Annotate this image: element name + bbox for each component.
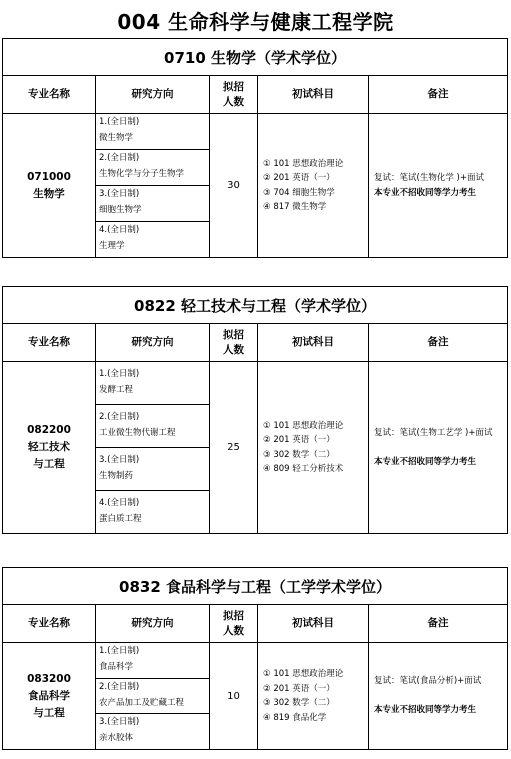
section-biology-table — [2, 38, 508, 258]
plan-count: 25 — [210, 362, 258, 534]
major-name-line: 食品科学 — [28, 689, 70, 702]
section-light-industry-table — [2, 286, 508, 534]
major-cell — [3, 643, 96, 750]
direction-item — [96, 186, 209, 222]
header-major: 专业名称 — [3, 324, 96, 362]
direction-cell — [96, 643, 210, 750]
direction-name: 发酵工程 — [99, 385, 134, 395]
major-cell — [3, 362, 96, 534]
direction-mode: 2.(全日制) — [99, 412, 140, 422]
note-equiv: 本专业不招收同等学力考生 — [374, 456, 477, 467]
exam-cell — [258, 643, 369, 750]
exam-item: ② 201 英语（一） — [263, 683, 335, 694]
header-direction: 研究方向 — [96, 324, 210, 362]
direction-item — [96, 405, 209, 448]
direction-name: 农产品加工及贮藏工程 — [99, 698, 185, 708]
direction-name: 亲水胶体 — [99, 733, 134, 743]
note-cell — [369, 114, 508, 258]
direction-cell — [96, 362, 210, 534]
header-plan-count — [210, 605, 258, 643]
major-name-line: 与工程 — [33, 458, 65, 470]
header-exam: 初试科目 — [258, 324, 369, 362]
direction-mode: 2.(全日制) — [99, 682, 140, 692]
header-direction: 研究方向 — [96, 76, 210, 114]
exam-item: ③ 302 数学（二） — [263, 698, 335, 708]
major-name-line: 轻工技术 — [28, 441, 70, 453]
direction-mode: 1.(全日制) — [99, 646, 140, 656]
direction-item — [96, 679, 209, 714]
major-name-line: 生物学 — [33, 187, 65, 200]
major-code: 071000 — [27, 170, 71, 183]
header-major: 专业名称 — [3, 605, 96, 643]
section-title: 0710 生物学（学术学位） — [3, 39, 508, 76]
direction-mode: 2.(全日制) — [99, 153, 140, 163]
header-major: 专业名称 — [3, 76, 96, 114]
direction-item — [96, 150, 209, 186]
major-cell — [3, 114, 96, 258]
direction-name: 生物制药 — [99, 471, 134, 481]
direction-item — [96, 448, 209, 491]
direction-mode: 4.(全日制) — [99, 498, 140, 508]
note-cell — [369, 362, 508, 534]
header-plan-line2: 人数 — [223, 343, 244, 356]
direction-name: 工业微生物代谢工程 — [99, 428, 176, 438]
direction-name: 生物化学与分子生物学 — [99, 169, 185, 179]
direction-name: 蛋白质工程 — [99, 514, 142, 524]
note-cell — [369, 643, 508, 750]
exam-cell — [258, 362, 369, 534]
direction-item — [96, 222, 209, 257]
direction-mode: 1.(全日制) — [99, 369, 140, 379]
note-equiv: 本专业不招收同等学力考生 — [374, 187, 477, 198]
exam-item: ④ 817 微生物学 — [263, 202, 327, 212]
note-retest: 复试：笔试(生物化学 )+面试 — [374, 172, 484, 183]
exam-item: ④ 809 轻工分析技术 — [263, 464, 344, 474]
direction-item — [96, 362, 209, 405]
direction-mode: 3.(全日制) — [99, 455, 140, 465]
plan-count: 30 — [210, 114, 258, 258]
major-name-line: 与工程 — [33, 706, 65, 719]
header-direction: 研究方向 — [96, 605, 210, 643]
header-note: 备注 — [369, 605, 508, 643]
header-exam: 初试科目 — [258, 605, 369, 643]
header-plan-count — [210, 324, 258, 362]
header-note: 备注 — [369, 324, 508, 362]
direction-name: 生理学 — [99, 241, 125, 251]
note-retest: 复试：笔试(食品分析)+面试 — [374, 676, 482, 686]
direction-mode: 3.(全日制) — [99, 189, 140, 199]
header-plan-line2: 人数 — [223, 624, 244, 637]
exam-item: ④ 819 食品化学 — [263, 712, 327, 723]
header-exam: 初试科目 — [258, 76, 369, 114]
header-plan-line2: 人数 — [223, 95, 244, 108]
exam-item: ③ 704 细胞生物学 — [263, 187, 335, 198]
direction-item — [96, 714, 209, 749]
major-code: 082200 — [27, 424, 71, 436]
note-equiv: 本专业不招收同等学力考生 — [374, 705, 477, 715]
exam-item: ② 201 英语（一） — [263, 435, 335, 445]
exam-item: ② 201 英语（一） — [263, 173, 335, 183]
header-plan-count — [210, 76, 258, 114]
exam-item: ① 101 思想政治理论 — [263, 669, 344, 679]
exam-item: ① 101 思想政治理论 — [263, 420, 344, 431]
note-retest: 复试：笔试(生物工艺学 )+面试 — [374, 427, 493, 438]
section-title: 0832 食品科学与工程（工学学术学位） — [3, 568, 508, 605]
header-plan-line1: 拟招 — [223, 609, 244, 622]
direction-cell — [96, 114, 210, 258]
header-note: 备注 — [369, 76, 508, 114]
direction-mode: 1.(全日制) — [99, 117, 140, 127]
direction-mode: 3.(全日制) — [99, 717, 140, 727]
header-plan-line1: 拟招 — [223, 80, 244, 93]
major-code: 083200 — [27, 672, 71, 685]
direction-name: 细胞生物学 — [99, 205, 142, 215]
exam-item: ③ 302 数学（二） — [263, 449, 335, 460]
section-title: 0822 轻工技术与工程（学术学位） — [3, 287, 508, 324]
plan-count: 10 — [210, 643, 258, 750]
direction-mode: 4.(全日制) — [99, 225, 140, 235]
direction-item — [96, 643, 209, 679]
direction-name: 微生物学 — [99, 133, 134, 143]
direction-item — [96, 114, 209, 150]
page-title: 004 生命科学与健康工程学院 — [117, 10, 394, 34]
exam-cell — [258, 114, 369, 258]
direction-item — [96, 491, 209, 533]
exam-item: ① 101 思想政治理论 — [263, 158, 344, 169]
header-plan-line1: 拟招 — [223, 328, 244, 341]
section-food-science-table — [2, 567, 508, 750]
direction-name: 食品科学 — [99, 662, 134, 672]
